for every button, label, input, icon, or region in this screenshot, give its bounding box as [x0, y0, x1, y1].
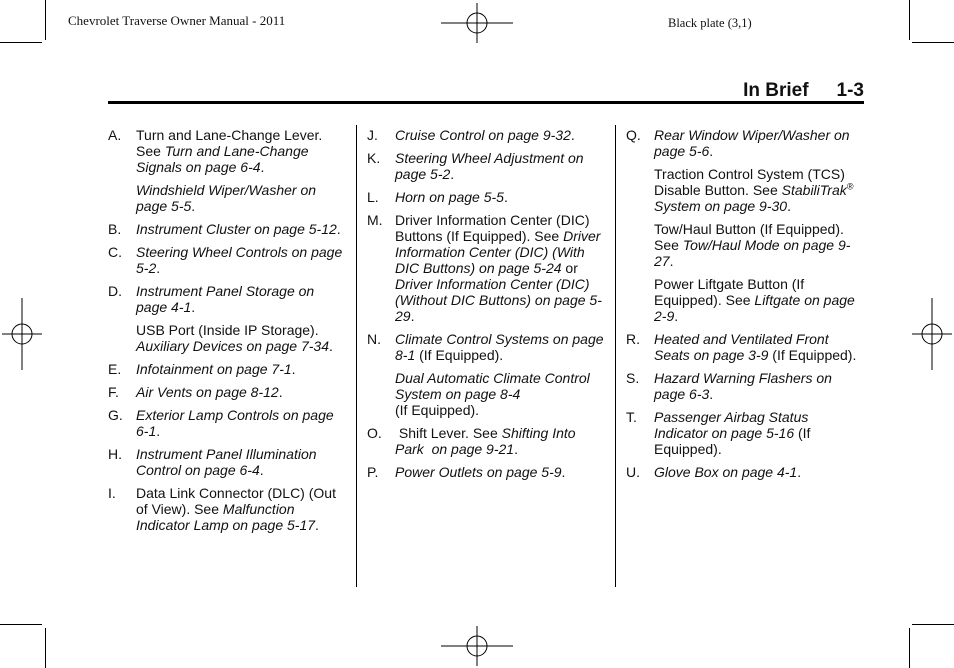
section-heading: [743, 80, 864, 102]
cross-reference-link[interactable]: Glove Box on page 4-1: [654, 464, 798, 480]
list-item-l: L. Horn on page 5-5.: [367, 189, 508, 205]
list-item-a: A. Turn and Lane-Change Lever. See Turn and Lane-Change Signals on page 6-4.: [108, 127, 323, 175]
list-item-c: C. Steering Wheel Controls on page 5-2.: [108, 244, 343, 276]
crop-mark: [0, 42, 42, 43]
plate-label: Black plate (3,1): [668, 16, 752, 30]
column-2: [367, 127, 607, 487]
cross-reference-link[interactable]: Power Outlets on page 5-9: [395, 464, 562, 480]
list-item-r: R. Heated and Ventilated Front Seats on page 3-9 (If Equipped).: [626, 331, 857, 363]
cross-reference-link[interactable]: Climate Control Systems on page 8-1: [395, 331, 604, 363]
cross-reference-link[interactable]: Instrument Panel Storage on page 4-1: [136, 283, 315, 315]
list-item-u: U. Glove Box on page 4-1.: [626, 464, 802, 480]
column-1: [108, 127, 348, 540]
list-item-d: D. Instrument Panel Storage on page 4-1.: [108, 283, 315, 315]
registration-mark-right: [912, 298, 952, 370]
list-item-e: E. Infotainment on page 7-1.: [108, 361, 296, 377]
list-item-k: K. Steering Wheel Adjustment on page 5-2.: [367, 150, 584, 182]
list-item-t: T. Passenger Airbag Status Indicator on page 5-16 (If Equipped).: [626, 409, 811, 457]
crop-mark: [909, 0, 910, 40]
cross-reference-link[interactable]: Hazard Warning Flashers on page 6-3: [654, 370, 832, 402]
list-item-f: F. Air Vents on page 8-12.: [108, 384, 283, 400]
cross-reference-link[interactable]: Passenger Airbag Status Indicator on page 5-16: [654, 409, 809, 441]
cross-reference-link[interactable]: Steering Wheel Controls on page 5-2: [136, 244, 343, 276]
sub-item: USB Port (Inside IP Storage). Auxiliary Devices on page 7-34.: [136, 322, 333, 354]
cross-reference-link[interactable]: Turn and Lane-Change Signals on page 6-4: [136, 143, 309, 175]
cross-reference-link[interactable]: StabiliTrak® System on page 9-30: [654, 181, 854, 214]
sub-item: Traction Control System (TCS) Disable Button. See StabiliTrak® System on page 9-30.: [654, 166, 854, 214]
sub-item: Tow/Haul Button (If Equipped). See Tow/Haul Mode on page 9-27.: [654, 221, 851, 269]
cross-reference-link[interactable]: Cruise Control on page 9-32: [395, 127, 571, 143]
registration-mark-bottom: [441, 626, 513, 666]
crop-mark: [45, 628, 46, 668]
crop-mark: [912, 42, 954, 43]
item-text: Turn and Lane-Change Lever.: [136, 127, 323, 143]
cross-reference-link[interactable]: Steering Wheel Adjustment on page 5-2: [395, 150, 584, 182]
section-name: In Brief: [743, 80, 809, 101]
list-item-g: G. Exterior Lamp Controls on page 6-1.: [108, 407, 334, 439]
heading-rule: [108, 101, 864, 104]
list-item-o: O. Shift Lever. See Shifting Into Park on page 9-21.: [367, 425, 580, 457]
list-item-s: S. Hazard Warning Flashers on page 6-3.: [626, 370, 832, 402]
list-item-b: B. Instrument Cluster on page 5-12.: [108, 221, 341, 237]
sub-item: Windshield Wiper/Washer on page 5-5.: [136, 182, 317, 214]
cross-reference-link[interactable]: Windshield Wiper/Washer on page 5-5: [136, 182, 317, 214]
cross-reference-link[interactable]: Shifting Into Park on page 9-21: [395, 425, 580, 457]
crop-mark: [0, 624, 42, 625]
cross-reference-link[interactable]: Exterior Lamp Controls on page 6-1: [136, 407, 334, 439]
cross-reference-link[interactable]: Dual Automatic Climate Control System on page 8-4: [395, 370, 590, 402]
list-item-j: J. Cruise Control on page 9-32.: [367, 127, 575, 143]
registration-mark-top: [441, 3, 513, 43]
column-divider: [615, 125, 616, 587]
list-item-q: Q. Rear Window Wiper/Washer on page 5-6.: [626, 127, 850, 159]
cross-reference-link[interactable]: Instrument Panel Illumination Control on page 6-4: [136, 446, 317, 478]
cross-reference-link[interactable]: Horn on page 5-5: [395, 189, 504, 205]
page-number: 1-3: [836, 80, 864, 101]
cross-reference-link[interactable]: Auxiliary Devices on page 7-34: [136, 338, 329, 354]
item-letter: A.: [108, 127, 122, 143]
list-item-i: I. Data Link Connector (DLC) (Out of View). See Malfunction Indicator Lamp on page 5-17.: [108, 485, 336, 533]
list-item-m: M. Driver Information Center (DIC) Buttons (If Equipped). See Driver Information Center (DIC) (With DIC Buttons) on page 5-24 or Driver Information Center (DIC) (Without DIC Buttons) on page 5-29.: [367, 212, 602, 324]
crop-mark: [912, 624, 954, 625]
cross-reference-link[interactable]: Driver Information Center (DIC) (With DIC Buttons) on page 5-24: [395, 228, 601, 276]
crop-mark: [909, 628, 910, 668]
item-text: See: [136, 143, 165, 159]
sub-item: Power Liftgate Button (If Equipped). See Liftgate on page 2-9.: [654, 276, 855, 324]
list-item-p: P. Power Outlets on page 5-9.: [367, 464, 566, 480]
cross-reference-link[interactable]: Tow/Haul Mode on page 9-27: [654, 237, 851, 269]
manual-title: Chevrolet Traverse Owner Manual - 2011: [68, 13, 286, 28]
list-item-n: N. Climate Control Systems on page 8-1 (If Equipped).: [367, 331, 604, 363]
cross-reference-link[interactable]: Malfunction Indicator Lamp on page 5-17: [136, 501, 316, 533]
cross-reference-link[interactable]: Heated and Ventilated Front Seats on page 3-9: [654, 331, 829, 363]
cross-reference-link[interactable]: Air Vents on page 8-12: [136, 384, 279, 400]
list-item-h: H. Instrument Panel Illumination Control on page 6-4.: [108, 446, 317, 478]
cross-reference-link[interactable]: Infotainment on page 7-1: [136, 361, 292, 377]
crop-mark: [45, 0, 46, 40]
sub-item: Dual Automatic Climate Control System on page 8-4 (If Equipped).: [395, 370, 590, 418]
cross-reference-link[interactable]: Liftgate on page 2-9: [654, 292, 855, 324]
registration-mark-left: [2, 298, 42, 370]
cross-reference-link[interactable]: Rear Window Wiper/Washer on page 5-6: [654, 127, 850, 159]
cross-reference-link[interactable]: Driver Information Center (DIC) (Without DIC Buttons) on page 5-29: [395, 276, 602, 324]
cross-reference-link[interactable]: Instrument Cluster on page 5-12: [136, 221, 337, 237]
column-3: [626, 127, 864, 487]
column-divider: [356, 125, 357, 587]
